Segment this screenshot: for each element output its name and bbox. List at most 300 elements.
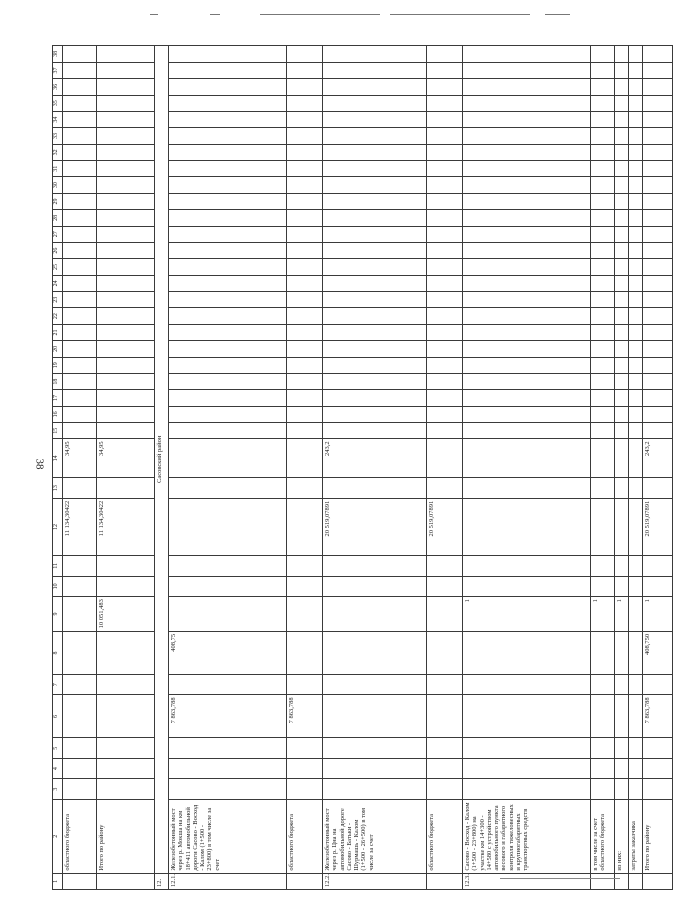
cell-col-29 <box>463 193 591 209</box>
cell-col-28 <box>323 210 427 226</box>
cell-col-33 <box>463 128 591 144</box>
cell-col-33 <box>169 128 287 144</box>
cell-col-12: 11 134,30422 <box>97 498 155 555</box>
cell-col-23 <box>323 292 427 308</box>
cell-col-36 <box>63 79 97 95</box>
cell-col-8: 408,75 <box>169 631 287 674</box>
cell-col-25 <box>629 259 643 275</box>
column-number-3: 3 <box>53 779 63 799</box>
cell-col-29 <box>287 193 323 209</box>
cell-col-27 <box>615 226 629 242</box>
cell-col-16 <box>287 406 323 422</box>
cell-col-36 <box>629 79 643 95</box>
cell-col-22 <box>463 308 591 324</box>
cell-col-21 <box>169 324 287 340</box>
cell-col-9: 10 051,483 <box>97 597 155 632</box>
cell-col-36 <box>643 79 673 95</box>
cell-col-36 <box>287 79 323 95</box>
cell-col-26 <box>427 242 463 258</box>
cell-col-25 <box>287 259 323 275</box>
cell-col-11 <box>629 556 643 576</box>
cell-col-28 <box>287 210 323 226</box>
cell-col-17 <box>287 390 323 406</box>
cell-col-20 <box>63 341 97 357</box>
cell-col-32 <box>615 144 629 160</box>
cell-col-16 <box>427 406 463 422</box>
cell-col-38 <box>63 46 97 63</box>
cell-col-5 <box>169 738 287 758</box>
cell-col-33 <box>97 128 155 144</box>
cell-col-10 <box>63 576 97 596</box>
table-row <box>427 46 463 890</box>
cell-col-25 <box>615 259 629 275</box>
cell-col-22 <box>615 308 629 324</box>
cell-col-15 <box>97 423 155 439</box>
cell-col-25 <box>427 259 463 275</box>
cell-col-28 <box>629 210 643 226</box>
cell-col-21 <box>427 324 463 340</box>
cell-col-18 <box>463 373 591 389</box>
cell-col-11 <box>287 556 323 576</box>
cell-col-10 <box>591 576 615 596</box>
cell-col-31 <box>615 161 629 177</box>
cell-col-3 <box>323 779 427 799</box>
row-label: Сасово - Восход - Калом (1+500 - 23+800) на участке км 14+300 - 14+580 с устройством автомобильного пункта весового и габаритного контроля тяжеловесных и крупногабаритных транспортных средств <box>463 799 591 873</box>
cell-col-5 <box>463 738 591 758</box>
cell-col-37 <box>169 62 287 78</box>
cell-col-4 <box>643 758 673 778</box>
cell-col-30 <box>169 177 287 193</box>
cell-col-14: 34,95 <box>63 439 97 478</box>
cell-col-4 <box>287 758 323 778</box>
cell-col-5 <box>323 738 427 758</box>
cell-col-8 <box>615 631 629 674</box>
cell-col-26 <box>591 242 615 258</box>
cell-col-9 <box>63 597 97 632</box>
cell-col-3 <box>643 779 673 799</box>
column-number-8: 8 <box>53 631 63 674</box>
table-row <box>97 46 155 890</box>
cell-col-15 <box>323 423 427 439</box>
cell-col-26 <box>615 242 629 258</box>
cell-col-4 <box>323 758 427 778</box>
cell-col-37 <box>463 62 591 78</box>
table-row <box>155 46 169 890</box>
cell-col-3 <box>287 779 323 799</box>
cell-col-19 <box>629 357 643 373</box>
column-number-30: 30 <box>53 177 63 193</box>
column-number-15: 15 <box>53 423 63 439</box>
cell-col-3 <box>615 779 629 799</box>
column-number-14: 14 <box>53 439 63 478</box>
cell-col-26 <box>97 242 155 258</box>
cell-col-33 <box>63 128 97 144</box>
cell-col-37 <box>591 62 615 78</box>
cell-col-27 <box>427 226 463 242</box>
cell-col-30 <box>63 177 97 193</box>
table-row <box>463 46 591 890</box>
column-number-36: 36 <box>53 79 63 95</box>
cell-col-34 <box>629 111 643 127</box>
cell-col-21 <box>629 324 643 340</box>
cell-col-24 <box>287 275 323 291</box>
cell-col-11 <box>463 556 591 576</box>
column-number-25: 25 <box>53 259 63 275</box>
cell-col-12 <box>287 498 323 555</box>
cell-col-19 <box>97 357 155 373</box>
cell-col-32 <box>63 144 97 160</box>
cell-col-25 <box>643 259 673 275</box>
cell-col-38 <box>629 46 643 63</box>
row-label: областного бюджета <box>287 799 323 873</box>
cell-col-35 <box>427 95 463 111</box>
cell-col-35 <box>97 95 155 111</box>
cell-col-14: 34,95 <box>97 439 155 478</box>
cell-col-25 <box>97 259 155 275</box>
cell-col-33 <box>643 128 673 144</box>
cell-col-17 <box>63 390 97 406</box>
cell-col-12 <box>463 498 591 555</box>
cell-col-6 <box>323 695 427 738</box>
cell-col-31 <box>463 161 591 177</box>
row-number <box>591 873 615 889</box>
column-number-16: 16 <box>53 406 63 422</box>
cell-col-24 <box>643 275 673 291</box>
cell-col-6 <box>97 695 155 738</box>
column-number-37: 37 <box>53 62 63 78</box>
cell-col-12 <box>615 498 629 555</box>
cell-col-8 <box>287 631 323 674</box>
cell-col-16 <box>63 406 97 422</box>
cell-col-8: 408,750 <box>643 631 673 674</box>
cell-col-36 <box>97 79 155 95</box>
cell-col-19 <box>287 357 323 373</box>
cell-col-11 <box>97 556 155 576</box>
column-number-27: 27 <box>53 226 63 242</box>
cell-col-38 <box>323 46 427 63</box>
cell-col-29 <box>169 193 287 209</box>
cell-col-13 <box>643 478 673 498</box>
cell-col-34 <box>427 111 463 127</box>
cell-col-29 <box>643 193 673 209</box>
cell-col-21 <box>463 324 591 340</box>
cell-col-35 <box>63 95 97 111</box>
cell-col-30 <box>97 177 155 193</box>
district-heading: Сасовский район <box>155 46 169 874</box>
row-number: 12.2. <box>323 873 427 889</box>
cell-col-29 <box>591 193 615 209</box>
cell-col-12 <box>169 498 287 555</box>
cell-col-13 <box>169 478 287 498</box>
cell-col-8 <box>97 631 155 674</box>
column-number-20: 20 <box>53 341 63 357</box>
cell-col-18 <box>97 373 155 389</box>
column-number-24: 24 <box>53 275 63 291</box>
column-number-1: 1 <box>53 873 63 889</box>
cell-col-29 <box>427 193 463 209</box>
column-number-12: 12 <box>53 498 63 555</box>
cell-col-37 <box>427 62 463 78</box>
cell-col-37 <box>97 62 155 78</box>
cell-col-31 <box>591 161 615 177</box>
cell-col-32 <box>629 144 643 160</box>
cell-col-24 <box>97 275 155 291</box>
cell-col-10 <box>169 576 287 596</box>
table-row <box>643 46 673 890</box>
cell-col-10 <box>643 576 673 596</box>
cell-col-18 <box>169 373 287 389</box>
cell-col-32 <box>643 144 673 160</box>
cell-col-23 <box>287 292 323 308</box>
cell-col-34 <box>643 111 673 127</box>
cell-col-11 <box>169 556 287 576</box>
cell-col-14 <box>591 439 615 478</box>
cell-col-19 <box>323 357 427 373</box>
cell-col-19 <box>169 357 287 373</box>
cell-col-14 <box>427 439 463 478</box>
cell-col-9 <box>427 597 463 632</box>
cell-col-20 <box>169 341 287 357</box>
cell-col-31 <box>287 161 323 177</box>
cell-col-9 <box>629 597 643 632</box>
cell-col-6 <box>629 695 643 738</box>
cell-col-19 <box>591 357 615 373</box>
cell-col-7 <box>97 674 155 694</box>
cell-col-33 <box>629 128 643 144</box>
cell-col-13 <box>323 478 427 498</box>
cell-col-12: 11 134,30422 <box>63 498 97 555</box>
scan-bottom-line <box>500 878 620 879</box>
row-number <box>629 873 643 889</box>
cell-col-28 <box>463 210 591 226</box>
cell-col-4 <box>63 758 97 778</box>
cell-col-38 <box>287 46 323 63</box>
cell-col-35 <box>629 95 643 111</box>
cell-col-7 <box>463 674 591 694</box>
cell-col-17 <box>591 390 615 406</box>
cell-col-15 <box>463 423 591 439</box>
table-row <box>615 46 629 890</box>
table-row <box>287 46 323 890</box>
cell-col-7 <box>63 674 97 694</box>
table-row <box>63 46 97 890</box>
cell-col-18 <box>323 373 427 389</box>
cell-col-23 <box>643 292 673 308</box>
cell-col-21 <box>97 324 155 340</box>
column-number-18: 18 <box>53 373 63 389</box>
cell-col-37 <box>643 62 673 78</box>
cell-col-29 <box>629 193 643 209</box>
cell-col-27 <box>643 226 673 242</box>
cell-col-6 <box>591 695 615 738</box>
cell-col-31 <box>643 161 673 177</box>
cell-col-36 <box>615 79 629 95</box>
cell-col-31 <box>427 161 463 177</box>
column-number-26: 26 <box>53 242 63 258</box>
cell-col-34 <box>615 111 629 127</box>
cell-col-6: 7 863,788 <box>169 695 287 738</box>
cell-col-16 <box>629 406 643 422</box>
cell-col-14 <box>615 439 629 478</box>
cell-col-12: 20 519,07891 <box>643 498 673 555</box>
cell-col-28 <box>643 210 673 226</box>
cell-col-23 <box>97 292 155 308</box>
cell-col-15 <box>427 423 463 439</box>
cell-col-27 <box>63 226 97 242</box>
column-number-23: 23 <box>53 292 63 308</box>
cell-col-34 <box>97 111 155 127</box>
cell-col-36 <box>463 79 591 95</box>
cell-col-36 <box>169 79 287 95</box>
cell-col-9 <box>323 597 427 632</box>
cell-col-30 <box>287 177 323 193</box>
column-number-32: 32 <box>53 144 63 160</box>
cell-col-26 <box>463 242 591 258</box>
cell-col-16 <box>463 406 591 422</box>
cell-col-20 <box>287 341 323 357</box>
cell-col-23 <box>463 292 591 308</box>
column-number-29: 29 <box>53 193 63 209</box>
cell-col-24 <box>615 275 629 291</box>
cell-col-15 <box>591 423 615 439</box>
column-number-19: 19 <box>53 357 63 373</box>
cell-col-19 <box>427 357 463 373</box>
cell-col-19 <box>463 357 591 373</box>
column-number-5: 5 <box>53 738 63 758</box>
cell-col-36 <box>591 79 615 95</box>
cell-col-35 <box>287 95 323 111</box>
cell-col-10 <box>629 576 643 596</box>
cell-col-4 <box>97 758 155 778</box>
row-number <box>97 873 155 889</box>
cell-col-37 <box>629 62 643 78</box>
cell-col-34 <box>591 111 615 127</box>
cell-col-38 <box>463 46 591 63</box>
cell-col-20 <box>591 341 615 357</box>
cell-col-15 <box>615 423 629 439</box>
cell-col-20 <box>615 341 629 357</box>
cell-col-14 <box>287 439 323 478</box>
cell-col-28 <box>615 210 629 226</box>
cell-col-20 <box>629 341 643 357</box>
cell-col-29 <box>323 193 427 209</box>
cell-col-37 <box>287 62 323 78</box>
cell-col-22 <box>629 308 643 324</box>
cell-col-21 <box>63 324 97 340</box>
cell-col-24 <box>591 275 615 291</box>
cell-col-15 <box>629 423 643 439</box>
cell-col-22 <box>63 308 97 324</box>
row-number <box>615 873 629 889</box>
cell-col-13 <box>63 478 97 498</box>
cell-col-7 <box>169 674 287 694</box>
cell-col-8 <box>629 631 643 674</box>
column-number-28: 28 <box>53 210 63 226</box>
cell-col-32 <box>591 144 615 160</box>
cell-col-5 <box>591 738 615 758</box>
cell-col-11 <box>615 556 629 576</box>
cell-col-3 <box>629 779 643 799</box>
cell-col-38 <box>427 46 463 63</box>
column-number-6: 6 <box>53 695 63 738</box>
cell-col-26 <box>629 242 643 258</box>
row-number <box>287 873 323 889</box>
cell-col-21 <box>591 324 615 340</box>
cell-col-9: 1 <box>463 597 591 632</box>
cell-col-4 <box>629 758 643 778</box>
cell-col-11 <box>63 556 97 576</box>
cell-col-28 <box>427 210 463 226</box>
cell-col-22 <box>323 308 427 324</box>
cell-col-35 <box>643 95 673 111</box>
row-label: в том числе за счет областного бюджета <box>591 799 615 873</box>
cell-col-32 <box>169 144 287 160</box>
cell-col-38 <box>169 46 287 63</box>
cell-col-35 <box>323 95 427 111</box>
cell-col-35 <box>591 95 615 111</box>
cell-col-10 <box>463 576 591 596</box>
cell-col-38 <box>643 46 673 63</box>
cell-col-21 <box>615 324 629 340</box>
cell-col-12 <box>591 498 615 555</box>
cell-col-10 <box>323 576 427 596</box>
cell-col-6 <box>463 695 591 738</box>
column-number-38: 38 <box>53 46 63 63</box>
cell-col-15 <box>287 423 323 439</box>
cell-col-19 <box>643 357 673 373</box>
cell-col-9 <box>169 597 287 632</box>
row-number <box>63 873 97 889</box>
cell-col-25 <box>169 259 287 275</box>
row-label: затраты заказчика <box>629 799 643 873</box>
cell-col-28 <box>169 210 287 226</box>
cell-col-8 <box>463 631 591 674</box>
cell-col-7 <box>323 674 427 694</box>
cell-col-6 <box>63 695 97 738</box>
cell-col-19 <box>63 357 97 373</box>
page-number: 38 <box>33 458 46 470</box>
cell-col-35 <box>615 95 629 111</box>
column-number-22: 22 <box>53 308 63 324</box>
cell-col-10 <box>427 576 463 596</box>
cell-col-29 <box>63 193 97 209</box>
cell-col-23 <box>615 292 629 308</box>
cell-col-17 <box>463 390 591 406</box>
cell-col-6 <box>427 695 463 738</box>
cell-col-11 <box>323 556 427 576</box>
cell-col-4 <box>463 758 591 778</box>
cell-col-27 <box>591 226 615 242</box>
column-number-2: 2 <box>53 799 63 873</box>
cell-col-13 <box>615 478 629 498</box>
cell-col-24 <box>463 275 591 291</box>
cell-col-22 <box>169 308 287 324</box>
cell-col-20 <box>323 341 427 357</box>
cell-col-14 <box>169 439 287 478</box>
cell-col-8 <box>323 631 427 674</box>
cell-col-27 <box>323 226 427 242</box>
cell-col-13 <box>427 478 463 498</box>
column-number-11: 11 <box>53 556 63 576</box>
cell-col-25 <box>591 259 615 275</box>
cell-col-33 <box>615 128 629 144</box>
cell-col-14 <box>629 439 643 478</box>
cell-col-4 <box>615 758 629 778</box>
cell-col-17 <box>427 390 463 406</box>
cell-col-37 <box>63 62 97 78</box>
cell-col-5 <box>287 738 323 758</box>
cell-col-5 <box>97 738 155 758</box>
